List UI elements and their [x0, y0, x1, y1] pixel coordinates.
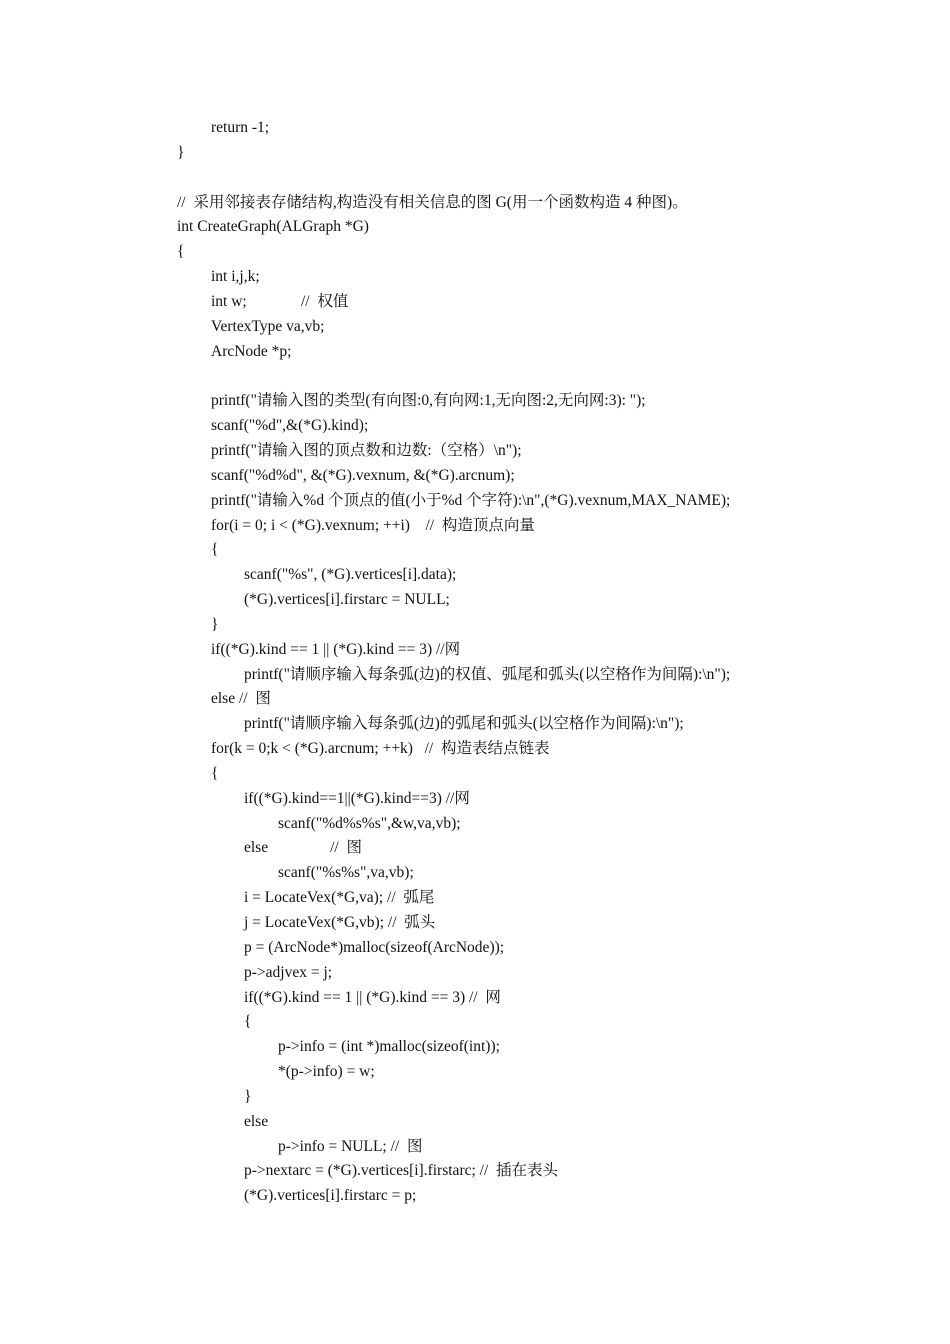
code-line: for(i = 0; i < (*G).vexnum; ++i) // 构造顶点向量 [211, 516, 535, 534]
code-line: // 采用邻接表存储结构,构造没有相关信息的图 G(用一个函数构造 4 种图)。 [177, 193, 688, 211]
code-line: p->adjvex = j; [244, 963, 333, 981]
code-line: int i,j,k; [211, 268, 260, 286]
code-line [177, 166, 917, 191]
code-line: if((*G).kind==1||(*G).kind==3) //网 [244, 789, 470, 807]
code-line: *(p->info) = w; [278, 1063, 375, 1081]
code-line: printf("请输入图的顶点数和边数:（空格）\n"); [211, 441, 522, 459]
code-line: (*G).vertices[i].firstarc = p; [244, 1187, 417, 1205]
code-line: else // 图 [211, 690, 271, 708]
code-line: return -1; [211, 119, 270, 136]
code-line [177, 364, 917, 389]
code-line: p->info = (int *)malloc(sizeof(int)); [278, 1038, 500, 1056]
code-line: scanf("%s%s",va,vb); [278, 864, 414, 882]
code-line: (*G).vertices[i].firstarc = NULL; [244, 591, 450, 609]
code-line: int w; // 权值 [211, 292, 349, 310]
code-line: printf("请输入%d 个顶点的值(小于%d 个字符):\n",(*G).vexnum,MAX_NAME); [211, 491, 731, 509]
code-line: { [244, 1013, 252, 1031]
code-line: scanf("%s", (*G).vertices[i].data); [244, 566, 457, 584]
code-line: VertexType va,vb; [211, 317, 325, 335]
code-line: p->nextarc = (*G).vertices[i].firstarc; // 插在表头 [244, 1162, 559, 1180]
code-line: { [177, 243, 185, 261]
code-line: p->info = NULL; // 图 [278, 1137, 423, 1155]
code-line: { [211, 764, 219, 782]
code-line: printf("请顺序输入每条弧(边)的弧尾和弧头(以空格作为间隔):\n"); [244, 715, 684, 733]
code-line: i = LocateVex(*G,va); // 弧尾 [244, 889, 435, 907]
code-line: scanf("%d",&(*G).kind); [211, 417, 369, 435]
code-line: else [244, 1112, 269, 1130]
code-line: for(k = 0;k < (*G).arcnum; ++k) // 构造表结点链表 [211, 740, 550, 758]
code-line: scanf("%d%s%s",&w,va,vb); [278, 814, 461, 832]
code-listing [177, 116, 917, 1209]
code-line: scanf("%d%d", &(*G).vexnum, &(*G).arcnum); [211, 466, 515, 484]
code-line: j = LocateVex(*G,vb); // 弧头 [244, 914, 436, 931]
code-line: printf("请顺序输入每条弧(边)的权值、弧尾和弧头(以空格作为间隔):\n"); [244, 665, 731, 683]
code-line: if((*G).kind == 1 || (*G).kind == 3) //网 [211, 640, 461, 658]
code-line: } [177, 143, 185, 161]
code-line: } [244, 1087, 252, 1105]
code-line: } [211, 615, 219, 633]
code-line: int CreateGraph(ALGraph *G) [177, 218, 369, 236]
code-line: else // 图 [244, 839, 362, 857]
code-line: ArcNode *p; [211, 342, 292, 360]
code-line: { [211, 541, 219, 559]
code-line: if((*G).kind == 1 || (*G).kind == 3) // 网 [244, 988, 501, 1006]
code-line: printf("请输入图的类型(有向图:0,有向网:1,无向图:2,无向网:3): "); [211, 392, 646, 410]
code-line: p = (ArcNode*)malloc(sizeof(ArcNode)); [244, 938, 505, 956]
